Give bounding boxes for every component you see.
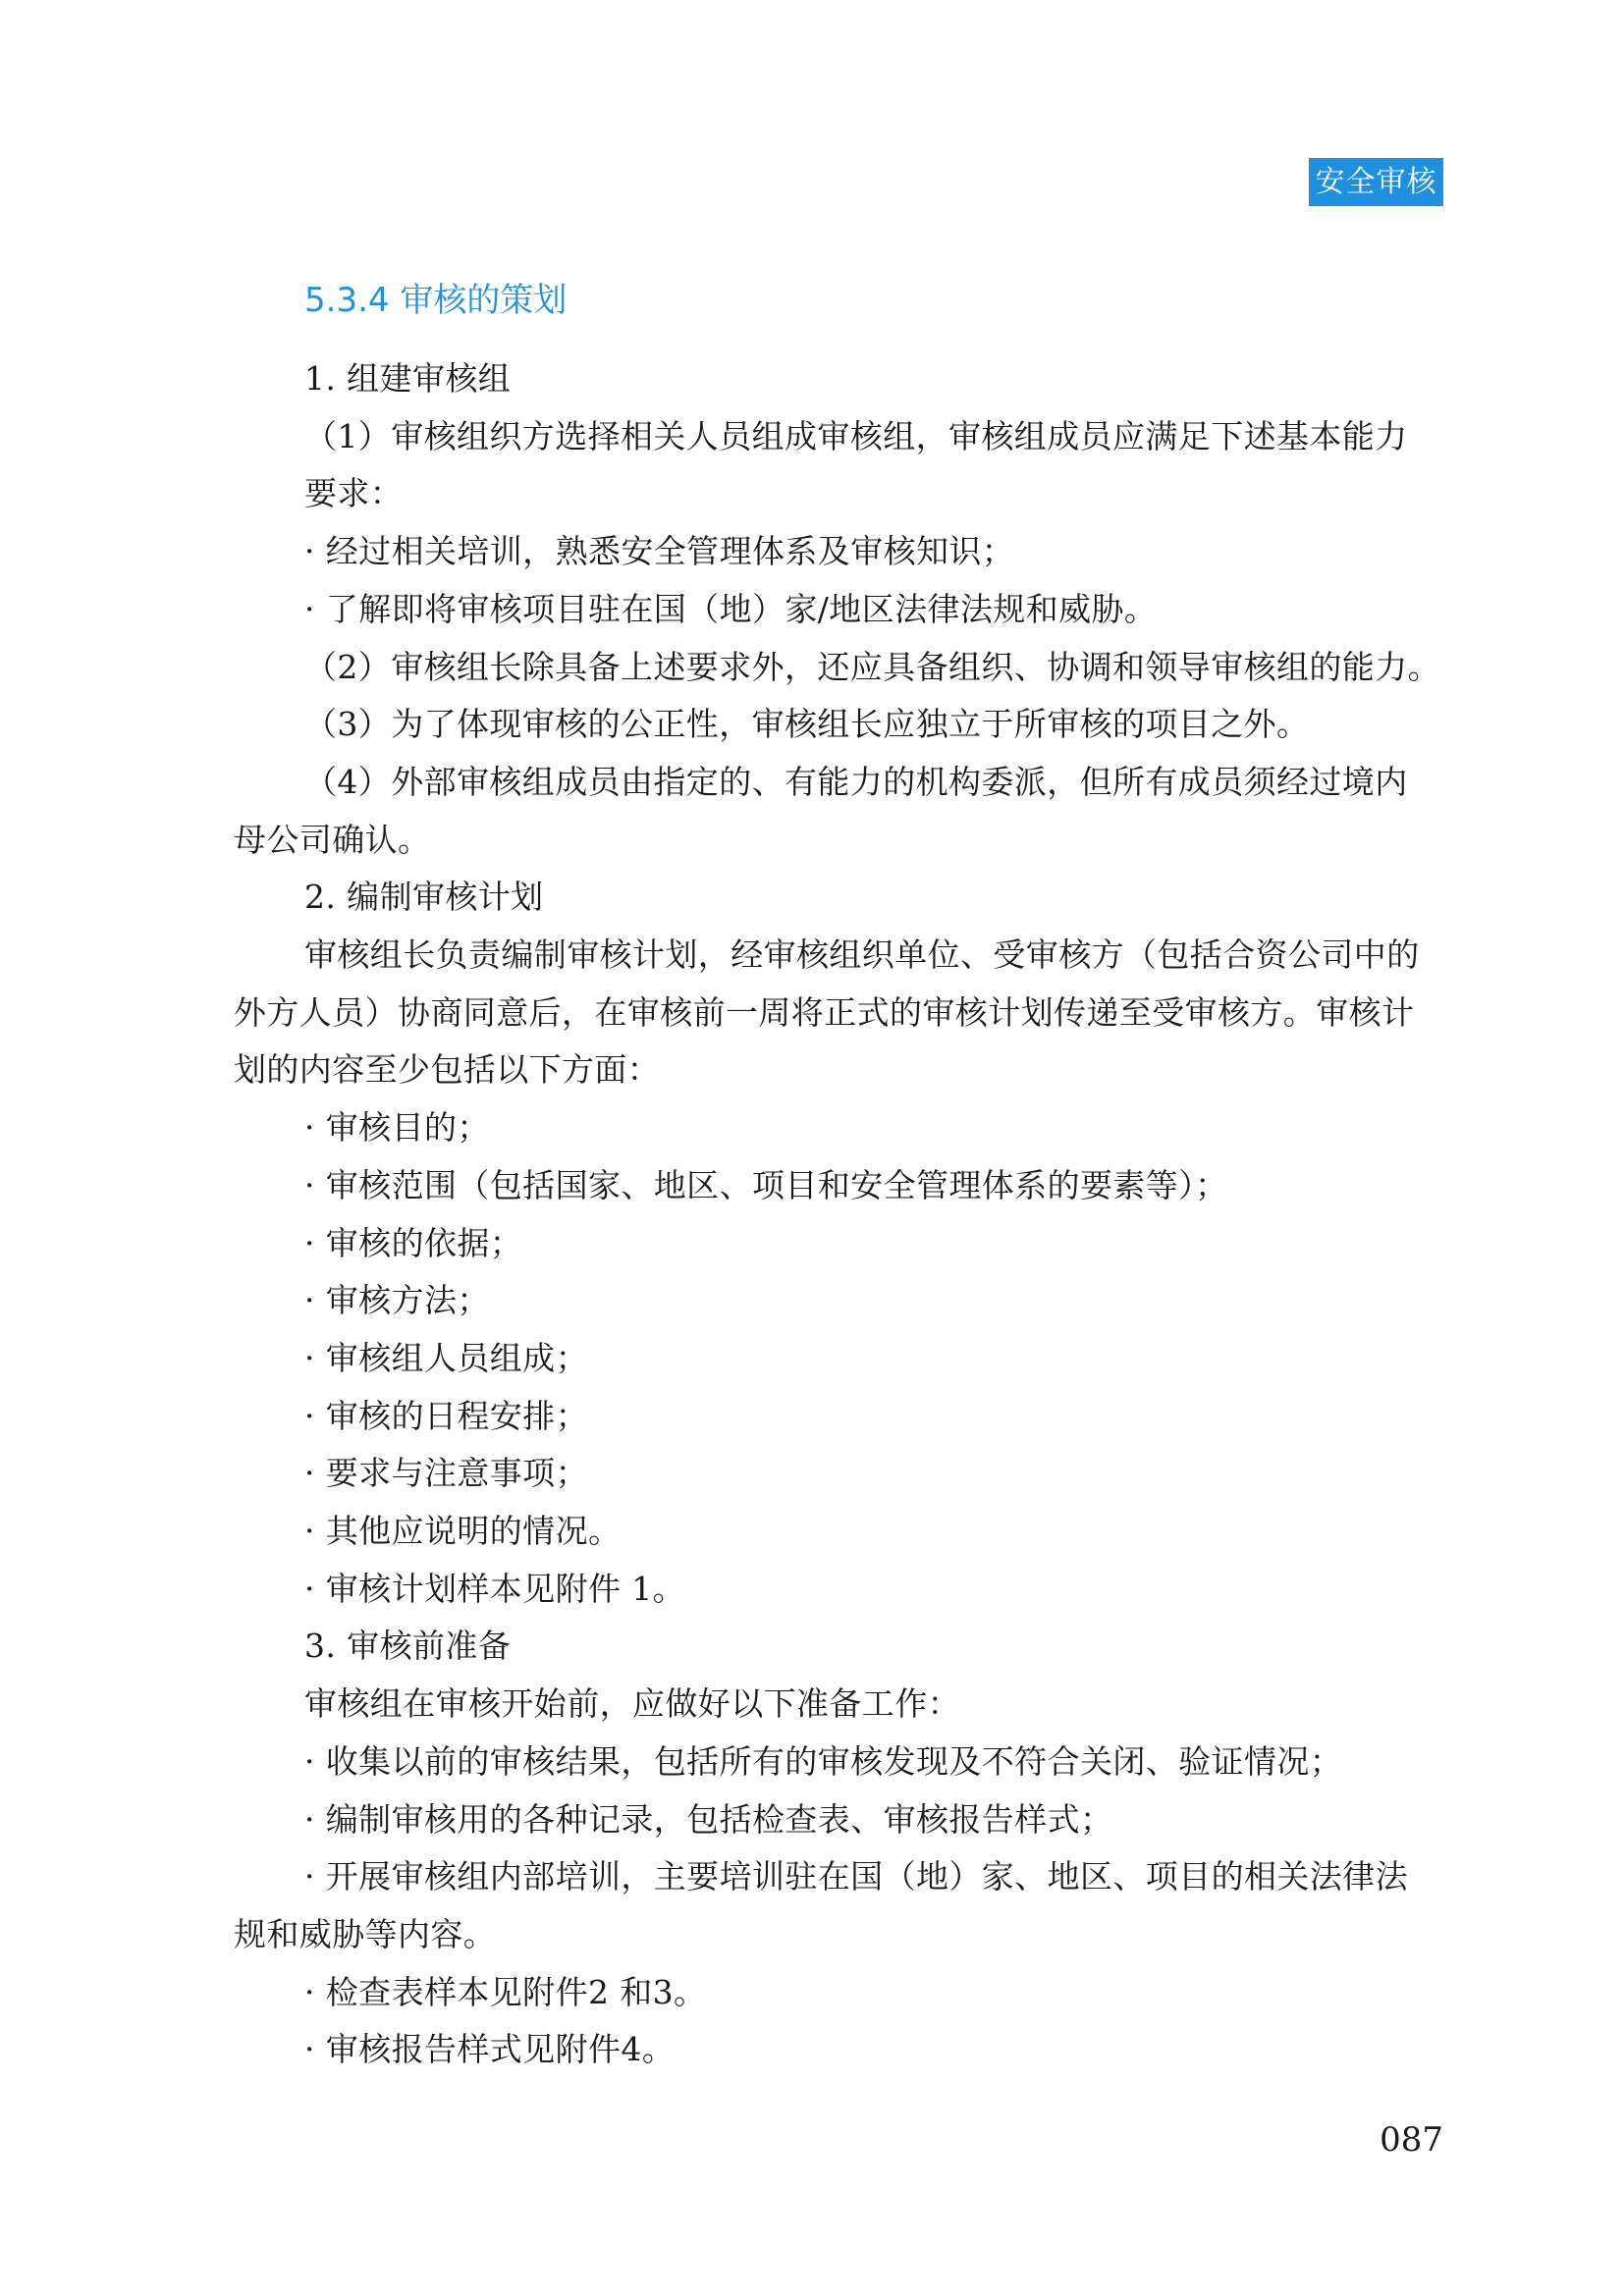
bullet-report-sample: · 审核报告样式见附件4。 [304,2030,676,2069]
bullet-method: · 审核方法； [304,1281,490,1320]
heading-form-team: 1. 组建审核组 [304,359,512,398]
section-title: 5.3.4 审核的策划 [304,281,568,320]
plan-paragraph-line-1: 审核组长负责编制审核计划，经审核组织单位、受审核方（包括合资公司中的 [304,935,1420,975]
paragraph-4-line-1: （4）外部审核组成员由指定的、有能力的机构委派，但所有成员须经过境内 [304,762,1408,801]
plan-paragraph-line-2: 外方人员）协商同意后，在审核前一周将正式的审核计划传递至受审核方。审核计 [234,992,1415,1032]
bullet-basis: · 审核的依据； [304,1223,523,1262]
bullet-internal-training-line-1: · 开展审核组内部培训，主要培训驻在国（地）家、地区、项目的相关法律法 [304,1857,1408,1896]
bullet-checklist-sample: · 检查表样本见附件2 和3。 [304,1972,707,2011]
heading-preparation: 3. 审核前准备 [304,1627,512,1666]
bullet-team: · 审核组人员组成； [304,1338,588,1377]
bullet-schedule: · 审核的日程安排； [304,1396,588,1435]
bullet-scope: · 审核范围（包括国家、地区、项目和安全管理体系的要素等）； [304,1165,1228,1204]
bullet-internal-training-line-2: 规和威胁等内容。 [234,1914,497,1953]
bullet-laws: · 了解即将审核项目驻在国（地）家/地区法律法规和威胁。 [304,589,1158,628]
paragraph-1-line-2: 要求： [304,474,404,513]
paragraph-1-line-1: （1）审核组织方选择相关人员组成审核组，审核组成员应满足下述基本能力 [304,416,1408,455]
bullet-plan-sample: · 审核计划样本见附件 1。 [304,1569,686,1608]
preparation-intro: 审核组在审核开始前，应做好以下准备工作： [304,1684,960,1724]
paragraph-4-line-2: 母公司确认。 [234,820,431,859]
page-number: 087 [1380,2120,1443,2160]
bullet-training: · 经过相关培训，熟悉安全管理体系及审核知识； [304,532,1015,571]
bullet-requirements: · 要求与注意事项； [304,1454,588,1493]
plan-paragraph-line-3: 划的内容至少包括以下方面： [234,1050,661,1090]
bullet-collect-results: · 收集以前的审核结果，包括所有的审核发现及不符合关闭、验证情况； [304,1741,1343,1781]
bullet-other: · 其他应说明的情况。 [304,1512,622,1551]
chapter-badge: 安全审核 [1309,158,1443,206]
heading-audit-plan: 2. 编制审核计划 [304,878,544,917]
bullet-purpose: · 审核目的； [304,1108,490,1148]
paragraph-2: （2）审核组长除具备上述要求外，还应具备组织、协调和领导审核组的能力。 [304,647,1440,686]
paragraph-3: （3）为了体现审核的公正性，审核组长应独立于所审核的项目之外。 [304,705,1310,744]
bullet-prepare-records: · 编制审核用的各种记录，包括检查表、审核报告样式； [304,1799,1113,1839]
body-text [234,350,1443,2079]
